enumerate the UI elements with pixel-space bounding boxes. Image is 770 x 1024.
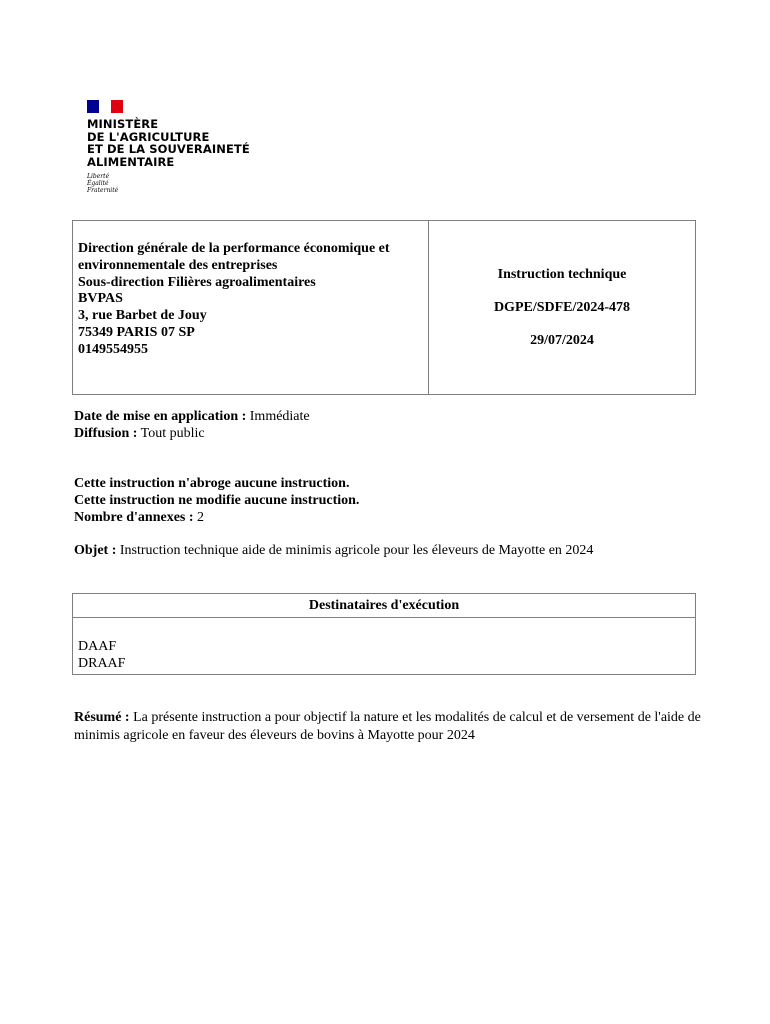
- recipient-item: DAAF: [78, 639, 117, 654]
- recipients-heading: Destinataires d'exécution: [73, 594, 695, 618]
- diffusion-value: Tout public: [140, 425, 205, 441]
- document-date: 29/07/2024: [530, 332, 594, 348]
- ministry-name: [87, 118, 250, 168]
- document-identity: [429, 221, 695, 394]
- flag-blue-band: [87, 100, 99, 113]
- header-table: [72, 220, 696, 395]
- sender-line: 0149554955: [78, 341, 148, 357]
- annexes-value: 2: [197, 509, 205, 525]
- abrogation-statement: Cette instruction n'abroge aucune instruction.: [74, 476, 350, 491]
- ministry-logo: [87, 100, 250, 194]
- ministry-line: DE L'AGRICULTURE: [87, 129, 210, 144]
- motto-line: Fraternité: [87, 187, 119, 195]
- sender-address: [73, 221, 429, 394]
- recipients-table: [72, 593, 696, 675]
- application-label: Date de mise en application :: [74, 409, 247, 424]
- objet-value: Instruction technique aide de minimis agricole pour les éleveurs de Mayotte en 2024: [119, 543, 594, 558]
- diffusion-label: Diffusion :: [74, 425, 138, 441]
- resume-value: La présente instruction a pour objectif la nature et les modalités de calcul et de versement de l'aide de minimis agricole en faveur des éleveurs de bovins à Mayotte pour 2024: [74, 710, 701, 743]
- sender-line: Direction générale de la performance économique et: [78, 241, 390, 256]
- motto-line: Égalité: [87, 180, 109, 188]
- french-flag-icon: [87, 100, 123, 113]
- sender-line: 75349 PARIS 07 SP: [78, 324, 195, 340]
- motto-line: Liberté: [87, 173, 110, 181]
- ministry-line: ET DE LA SOUVERAINETÉ: [87, 142, 250, 157]
- application-info: [74, 409, 310, 443]
- document-reference: DGPE/SDFE/2024-478: [493, 299, 631, 315]
- ministry-line: MINISTÈRE: [87, 117, 159, 131]
- resume-label: Résumé :: [74, 710, 130, 725]
- ministry-line: ALIMENTAIRE: [87, 154, 175, 169]
- recipient-item: DRAAF: [78, 655, 126, 671]
- modification-statement: Cette instruction ne modifie aucune instruction.: [74, 492, 360, 508]
- sender-line: BVPAS: [78, 291, 123, 307]
- instruction-statements: [74, 476, 359, 526]
- resume-paragraph: [74, 709, 704, 744]
- application-value: Immédiate: [249, 409, 310, 424]
- sender-line: environnementale des entreprises: [78, 257, 278, 273]
- flag-red-band: [111, 100, 123, 113]
- annexes-label: Nombre d'annexes :: [74, 509, 194, 525]
- document-type: Instruction technique: [497, 267, 627, 282]
- objet-label: Objet :: [74, 543, 117, 558]
- recipients-list: [73, 618, 695, 673]
- flag-white-band: [99, 100, 111, 113]
- objet-line: [74, 543, 593, 560]
- republic-motto: [87, 173, 250, 194]
- sender-line: 3, rue Barbet de Jouy: [78, 308, 207, 324]
- sender-line: Sous-direction Filières agroalimentaires: [78, 274, 316, 290]
